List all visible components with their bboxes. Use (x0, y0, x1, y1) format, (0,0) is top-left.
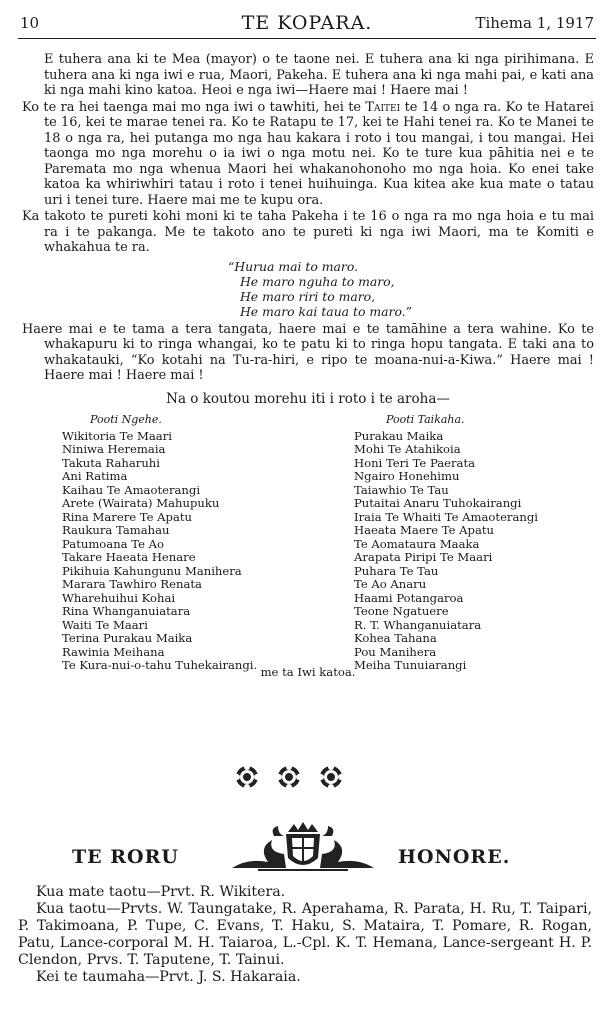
signatory-name: Rina Whanganuiatara (62, 604, 191, 618)
header-rule (18, 38, 596, 39)
paragraph-2-start: Ko te ra hei taenga mai mo nga iwi o tawhiti, hei te (22, 99, 366, 115)
signatory-name: Kohea Tahana (354, 631, 437, 645)
signatory-name: Takuta Raharuhi (62, 455, 160, 470)
roll-entries (18, 884, 592, 986)
left-column-heading: Pooti Ngehe. (90, 413, 162, 426)
paragraph-1: E tuhera ana ki te Mea (mayor) o te taone nei. E tuhera ana ki nga pirihimana. E tuhera ana ki nga iwi e rua, Maori, Pakeha. E tuhera ana ki nga mahi pai, e kati ana ki nga mahi kino katoa. Heoi e nga iwi—Haere mai ! Haere mai ! (44, 52, 594, 98)
signatory-name: Te Kura-nui-o-tahu Tuhekairangi. (62, 658, 258, 672)
signatory-name: Wharehuihui Kohai (62, 590, 176, 605)
signatory-name: Rina Marere Te Apatu (62, 509, 192, 524)
roll-of-honour-header (0, 818, 602, 878)
signatory-name: Raukura Tamahau (62, 523, 170, 537)
paragraph-2-rest: te 14 o nga ra. Ko te Hatarei te 16, kei te marae tenei ra. Ko te Ratapu te 17, kei te Hahi tenei ra. Ko te Manei te 18 o nga ra, hei putanga mo nga hau kakara i roto i tou mangai, i tou mangai. Hei taonga mo nga morehu o ia iwi o nga motu nei. Ko te ture kua pāhitia nei e te Paremata mo nga whenua Maori hei whakanohonoho mo nga hoia. Ko enei take katoa ka whiriwhiri tatau i roto i tenei huihuinga. Kua kitea ake kua mate o tatau uri i tenei ture. Haere mai me te kupu ora. (44, 99, 594, 208)
signatory-name: Te Aomataura Maaka (354, 536, 480, 551)
signatory-name: Wikitoria Te Maari (62, 428, 172, 443)
rosette-icon (234, 764, 260, 795)
signatory-name: Pou Manihera (354, 644, 437, 659)
paragraph-2-smallcaps: Taitei (365, 99, 401, 115)
signatory-name: Puhara Te Tau (354, 563, 439, 578)
signatories-footer: me ta Iwi katoa. (260, 665, 356, 679)
signatory-name: Arete (Wairata) Mahupuku (62, 496, 220, 510)
paragraph-4: Haere mai e te tama a tera tangata, haere mai e te tamāhine a tera wahine. Ko te whakapuru ki to ringa whangai, ko te patu ki to ringa hopu tangata. E taki ana to whakatauki, “Ko kotahi na Tu-ra-hiri, e ripo te moana-nui-a-Kiwa.” Haere mai ! Haere mai ! Haere mai ! (22, 321, 594, 383)
rosette-icon (318, 764, 344, 795)
poem-line: “Hurua mai to maro. (228, 258, 359, 274)
signatory-name: Iraia Te Whaiti Te Amaoterangi (354, 509, 538, 524)
roll-entry: Kua taotu—Prvts. W. Taungatake, R. Aperahama, R. Parata, H. Ru, T. Taipari, P. Takimoana, P. Tupe, C. Evans, T. Haku, S. Mataira, T. Pomare, R. Rogan, Patu, Lance-corporal M. H. Taiaroa, L.-Cpl. K. T. Hemana, Lance-sergeant H. P. Clendon, Prvs. T. Taputene, T. Tainui. (18, 901, 592, 968)
poem-line: He maro nguha to maro, (240, 273, 395, 289)
roll-title-right: HONORE. (398, 846, 511, 868)
signatory-name: Arapata Piripi Te Maari (354, 550, 493, 564)
roll-title-left: TE RORU (72, 846, 179, 868)
signatory-name: Takare Haeata Henare (62, 550, 196, 564)
closing-line: Na o koutou morehu iti i roto i te aroha— (166, 390, 450, 407)
signatory-name: Terina Purakau Maika (62, 631, 193, 645)
signatory-name: Putaitai Anaru Tuhokairangi (354, 496, 522, 510)
signatory-name: R. T. Whanganuiatara (354, 617, 482, 632)
signatory-name: Honi Teri Te Paerata (354, 455, 476, 470)
roll-entry: Kei te taumaha—Prvt. J. S. Hakaraia. (36, 969, 301, 985)
article-body (22, 52, 594, 681)
roll-entry: Kua mate taotu—Prvt. R. Wikitera. (36, 884, 286, 900)
poem-line: He maro kai taua to maro.” (240, 303, 412, 319)
ornament-row (228, 764, 368, 794)
signatory-name: Taiawhio Te Tau (354, 482, 449, 497)
signatory-name: Rawinia Meihana (62, 644, 165, 659)
signatory-name: Meiha Tunuiarangi (354, 658, 467, 672)
rosette-icon (276, 764, 302, 795)
signatory-name: Teone Ngatuere (354, 604, 449, 618)
royal-coat-of-arms-icon (228, 818, 378, 879)
issue-date: Tihema 1, 1917 (475, 14, 594, 32)
signatory-name: Kaihau Te Amaoterangi (62, 482, 201, 497)
signatory-name: Patumoana Te Ao (62, 536, 164, 551)
signatory-name: Waiti Te Maari (62, 617, 148, 632)
poem (22, 259, 594, 319)
signatory-name: Mohi Te Atahikoia (354, 442, 461, 456)
signatory-name: Marara Tawhiro Renata (62, 577, 202, 591)
paragraph-3: Ka takoto te pureti kohi moni ki te taha Pakeha i te 16 o nga ra mo nga hoia e tu mai ra i te pakanga. Me te takoto ano te pureti ki nga iwi Maori, ma te Komiti e whakahua te ra. (22, 209, 594, 255)
signatory-name: Haami Potangaroa (354, 590, 464, 605)
page-number: 10 (20, 14, 40, 32)
page-header (20, 8, 594, 34)
poem-line: He maro riri to maro, (240, 288, 376, 304)
signatory-name: Ani Ratima (62, 469, 128, 483)
signatory-name: Haeata Maere Te Apatu (354, 523, 494, 537)
paragraph-2 (22, 100, 594, 209)
right-column-heading: Pooti Taikaha. (386, 413, 465, 426)
signatory-name: Te Ao Anaru (354, 577, 427, 591)
signatory-name: Niniwa Heremaia (62, 442, 166, 456)
publication-title: TE KOPARA. (241, 12, 373, 34)
signatories-left-column (62, 413, 257, 673)
signatories-right-column (354, 413, 538, 673)
signatory-name: Pikihuia Kahungunu Manihera (62, 563, 242, 578)
signatory-name: Purakau Maika (354, 428, 444, 443)
signatory-name: Ngairo Honehimu (354, 469, 460, 483)
